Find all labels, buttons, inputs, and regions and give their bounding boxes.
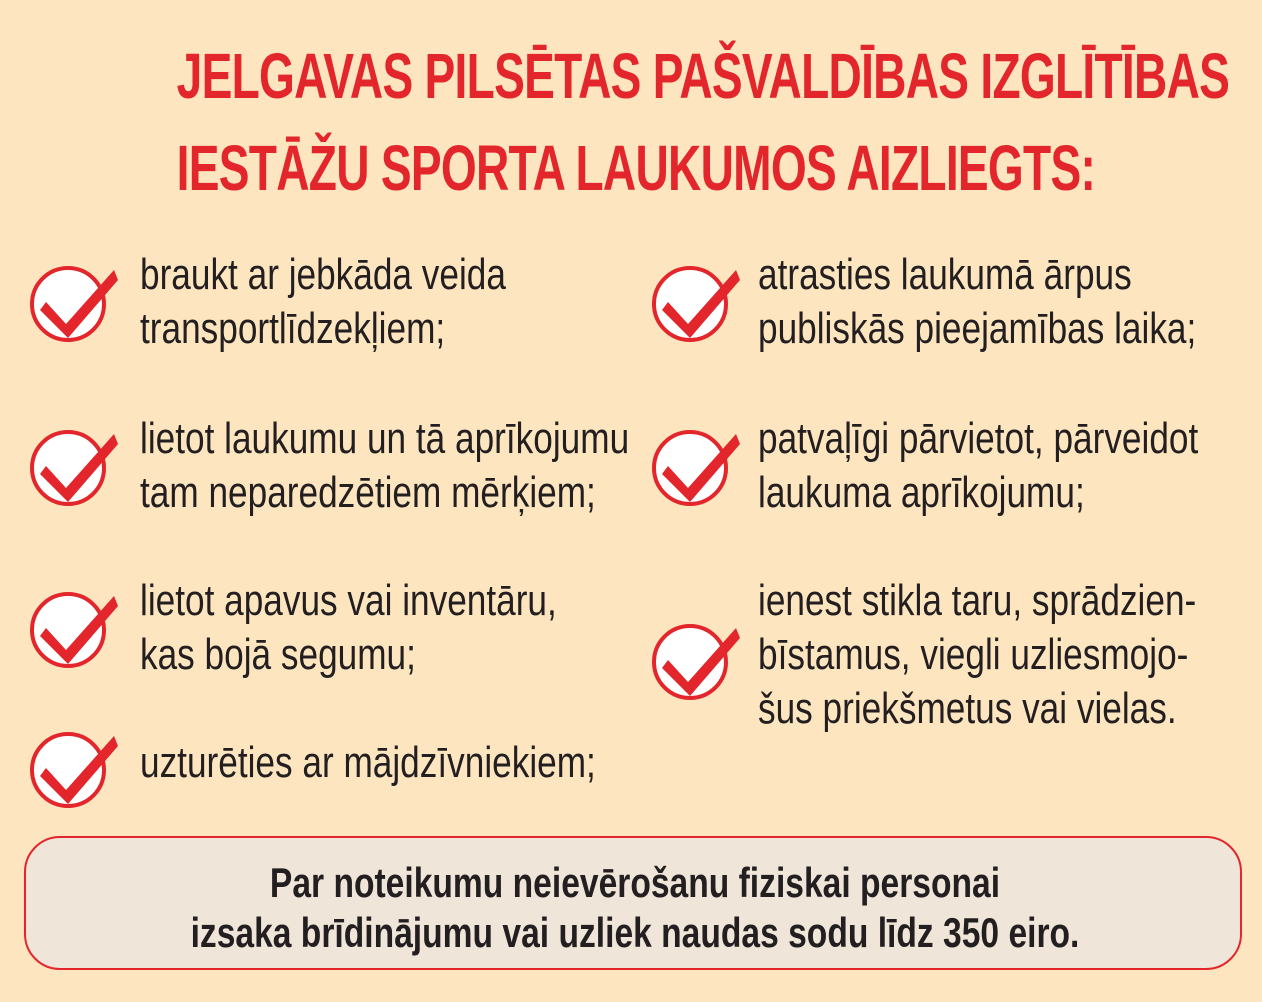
- item-text: atrasties laukumā ārpus publiskās pieejamības laika;: [758, 250, 1197, 353]
- penalty-notice-line-1: Par noteikumu neievērošanu fiziskai personai: [269, 859, 1001, 906]
- item-text: ienest stikla taru, sprādzien- bīstamus, viegli uzliesmojo- šus priekšmetus vai vielas.: [758, 576, 1197, 733]
- item-text: lietot laukumu un tā aprīkojumu tam neparedzētiem mērķiem;: [140, 414, 630, 517]
- title-line-2: IESTĀŽU SPORTA LAUKUMOS AIZLIEGTS:: [176, 132, 1096, 204]
- checkmark-circle-icon: [650, 616, 746, 712]
- penalty-notice-text: [148, 858, 1122, 958]
- item-text: lietot apavus vai inventāru, kas bojā segumu;: [140, 576, 557, 679]
- checkmark-circle-icon: [650, 258, 746, 354]
- penalty-notice-line-2: izsaka brīdinājumu vai uzliek naudas sodu līdz 350 eiro.: [190, 909, 1080, 956]
- checkmark-circle-icon: [28, 258, 124, 354]
- checkmark-circle-icon: [28, 422, 124, 518]
- checkmark-circle-icon: [650, 422, 746, 518]
- checkmark-circle-icon: [28, 724, 124, 820]
- item-text: uzturēties ar mājdzīvniekiem;: [140, 738, 596, 787]
- item-text: braukt ar jebkāda veida transportlīdzekļiem;: [140, 250, 506, 353]
- item-text: patvaļīgi pārvietot, pārveidot laukuma aprīkojumu;: [758, 414, 1199, 517]
- title-line-1: JELGAVAS PILSĒTAS PAŠVALDĪBAS IZGLĪTĪBAS: [176, 40, 1230, 112]
- checkmark-circle-icon: [28, 584, 124, 680]
- penalty-notice: [24, 836, 1242, 970]
